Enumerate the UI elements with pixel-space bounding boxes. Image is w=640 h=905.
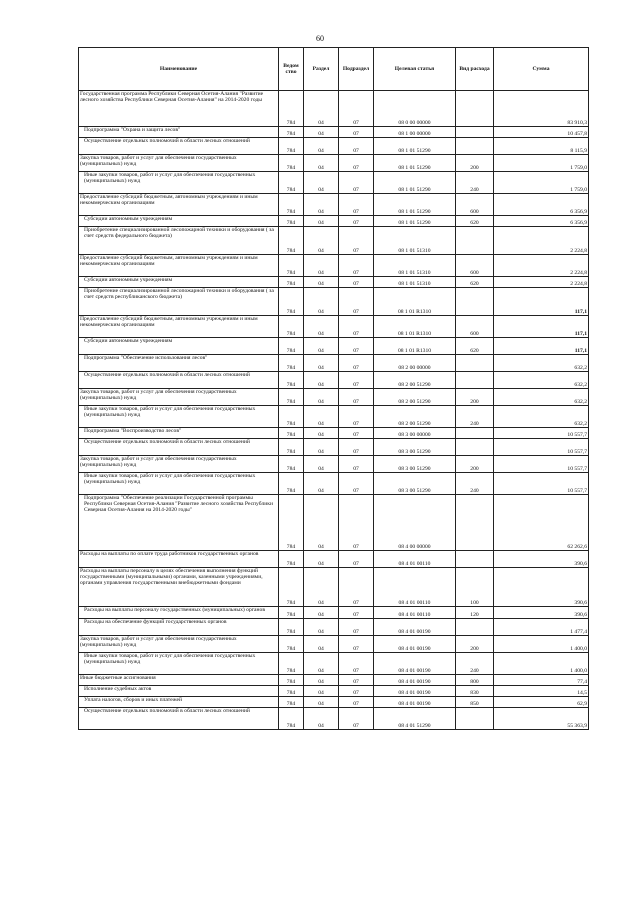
cell-ved: 784 [279,428,304,439]
cell-razdel: 04 [304,456,339,473]
cell-razdel: 04 [304,675,339,686]
cell-ved: 784 [279,653,304,675]
cell-name: Предоставление субсидий бюджетным, автономным учреждениям и иным некоммерческим организациям [79,255,279,277]
table-row [79,495,589,551]
cell-name: Подпрограмма "Обеспечение реализации Государственной программы Республики Северная Осетия-Алания "Развитие лесного хозяйства Республики Северная Осетия-Алания на 2014-2020 годы" [79,495,279,551]
cell-podrazdel: 07 [339,155,374,172]
cell-expense-type: 620 [456,216,494,227]
cell-expense-type: 800 [456,675,494,686]
cell-podrazdel: 07 [339,607,374,619]
cell-podrazdel: 07 [339,138,374,155]
cell-expense-type [456,372,494,389]
cell-name: Иные закупки товаров, работ и услуг для обеспечения государственных (муниципальных) нужд [79,653,279,675]
cell-razdel: 04 [304,355,339,372]
cell-sum: 8 115,9 [494,138,589,155]
cell-ved: 784 [279,216,304,227]
cell-razdel: 04 [304,406,339,428]
cell-name: Субсидии автономным учреждениям [79,216,279,227]
cell-ved: 784 [279,389,304,406]
cell-podrazdel: 07 [339,316,374,338]
cell-podrazdel: 07 [339,551,374,568]
cell-expense-type: 830 [456,686,494,697]
cell-target: 08 1 01 R1310 [374,288,456,316]
cell-sum: 10 557,7 [494,428,589,439]
cell-podrazdel: 07 [339,355,374,372]
cell-sum: 2 224,8 [494,227,589,255]
table-row [79,439,589,456]
cell-sum: 390,6 [494,607,589,619]
cell-ved: 784 [279,439,304,456]
cell-target: 08 4 01 00190 [374,675,456,686]
cell-expense-type [456,708,494,730]
cell-ved: 784 [279,155,304,172]
cell-ved: 784 [279,406,304,428]
table-row [79,636,589,653]
cell-sum: 117,1 [494,316,589,338]
cell-sum: 632,2 [494,355,589,372]
cell-podrazdel: 07 [339,686,374,697]
cell-name: Осуществление отдельных полномочий в области лесных отношений [79,439,279,456]
table-row [79,194,589,216]
cell-ved: 784 [279,194,304,216]
cell-razdel: 04 [304,172,339,194]
cell-podrazdel: 07 [339,495,374,551]
cell-target: 08 1 01 51310 [374,277,456,288]
cell-name: Расходы на выплаты персоналу государственных (муниципальных) органов [79,607,279,619]
cell-expense-type: 620 [456,277,494,288]
cell-razdel: 04 [304,653,339,675]
table-row [79,138,589,155]
cell-expense-type: 600 [456,255,494,277]
header-name: Наименование [79,48,279,91]
cell-expense-type: 240 [456,172,494,194]
cell-ved: 784 [279,288,304,316]
cell-razdel: 04 [304,697,339,708]
cell-sum: 2 224,8 [494,277,589,288]
header-expense-type: Вид расхода [456,48,494,91]
table-row [79,127,589,138]
header-razdel: Раздел [304,48,339,91]
cell-podrazdel: 07 [339,653,374,675]
table-row [79,338,589,355]
table-row [79,551,589,568]
table-row [79,473,589,495]
header-podrazdel: Подраздел [339,48,374,91]
cell-expense-type: 240 [456,653,494,675]
cell-expense-type: 100 [456,568,494,607]
cell-razdel: 04 [304,227,339,255]
cell-target: 08 4 00 00000 [374,495,456,551]
cell-expense-type: 850 [456,697,494,708]
cell-target: 08 1 01 51290 [374,138,456,155]
table-row [79,155,589,172]
cell-expense-type: 200 [456,636,494,653]
cell-sum: 14,5 [494,686,589,697]
table-row [79,568,589,607]
cell-ved: 784 [279,675,304,686]
cell-podrazdel: 07 [339,389,374,406]
cell-ved: 784 [279,227,304,255]
cell-expense-type [456,551,494,568]
cell-target: 08 3 00 51290 [374,439,456,456]
cell-sum: 1 759,0 [494,172,589,194]
cell-name: Иные закупки товаров, работ и услуг для обеспечения государственных (муниципальных) нужд [79,172,279,194]
cell-sum: 55 363,9 [494,708,589,730]
cell-sum: 1 400,0 [494,636,589,653]
header-sum: Сумма [494,48,589,91]
cell-ved: 784 [279,127,304,138]
table-row [79,172,589,194]
cell-razdel: 04 [304,127,339,138]
cell-sum: 10 557,7 [494,473,589,495]
cell-target: 08 4 01 00110 [374,607,456,619]
cell-expense-type: 600 [456,316,494,338]
cell-sum: 10 457,8 [494,127,589,138]
table-row [79,255,589,277]
cell-razdel: 04 [304,338,339,355]
cell-razdel: 04 [304,708,339,730]
cell-name: Осуществление отдельных полномочий в области лесных отношений [79,138,279,155]
cell-target: 08 1 01 51290 [374,155,456,172]
cell-expense-type [456,495,494,551]
cell-ved: 784 [279,338,304,355]
cell-target: 08 1 01 R1310 [374,316,456,338]
cell-razdel: 04 [304,428,339,439]
table-row [79,277,589,288]
table-row [79,355,589,372]
cell-name: Государственная программа Республики Северная Осетия-Алания "Развитие лесного хозяйства Республики Северная Осетия-Алания" на 2014-2020 годы [79,91,279,127]
cell-razdel: 04 [304,194,339,216]
cell-target: 08 4 01 00190 [374,697,456,708]
cell-ved: 784 [279,355,304,372]
cell-name: Иные закупки товаров, работ и услуг для обеспечения государственных (муниципальных) нужд [79,473,279,495]
cell-podrazdel: 07 [339,708,374,730]
cell-target: 08 4 01 00110 [374,551,456,568]
table-row [79,406,589,428]
cell-razdel: 04 [304,91,339,127]
table-row [79,428,589,439]
cell-target: 08 4 01 00190 [374,619,456,636]
table-row [79,607,589,619]
cell-name: Расходы на выплаты персоналу в целях обеспечения выполнения функций государственными (муниципальными) органами, казенными учреждениями, органами управления государственными внебюджетными фондами [79,568,279,607]
cell-expense-type: 240 [456,473,494,495]
cell-expense-type [456,428,494,439]
cell-razdel: 04 [304,155,339,172]
cell-target: 08 1 01 51310 [374,227,456,255]
table-row [79,675,589,686]
cell-podrazdel: 07 [339,288,374,316]
cell-ved: 784 [279,473,304,495]
cell-target: 08 4 01 00190 [374,653,456,675]
cell-ved: 784 [279,372,304,389]
cell-podrazdel: 07 [339,172,374,194]
cell-target: 08 2 00 51290 [374,372,456,389]
budget-table [78,47,589,730]
cell-target: 08 2 00 00000 [374,355,456,372]
cell-sum: 62 262,6 [494,495,589,551]
cell-target: 08 3 00 51290 [374,456,456,473]
cell-razdel: 04 [304,473,339,495]
table-row [79,227,589,255]
cell-sum: 2 224,8 [494,255,589,277]
cell-razdel: 04 [304,288,339,316]
cell-razdel: 04 [304,216,339,227]
cell-ved: 784 [279,619,304,636]
cell-name: Иные закупки товаров, работ и услуг для обеспечения государственных (муниципальных) нужд [79,406,279,428]
cell-expense-type: 200 [456,155,494,172]
cell-podrazdel: 07 [339,636,374,653]
table-row [79,708,589,730]
cell-podrazdel: 07 [339,428,374,439]
cell-target: 08 1 01 51290 [374,216,456,227]
table-row [79,619,589,636]
cell-podrazdel: 07 [339,127,374,138]
cell-sum: 83 910,3 [494,91,589,127]
cell-razdel: 04 [304,495,339,551]
cell-razdel: 04 [304,277,339,288]
cell-sum: 77,4 [494,675,589,686]
cell-expense-type [456,619,494,636]
cell-podrazdel: 07 [339,338,374,355]
cell-name: Приобретение специализированной лесопожарной техники и оборудования ( за счет средств федерального бюджета) [79,227,279,255]
cell-target: 08 4 01 00190 [374,686,456,697]
cell-target: 08 1 01 51290 [374,194,456,216]
cell-razdel: 04 [304,607,339,619]
cell-target: 08 0 00 00000 [374,91,456,127]
cell-podrazdel: 07 [339,675,374,686]
cell-ved: 784 [279,172,304,194]
cell-target: 08 3 00 51290 [374,473,456,495]
table-row [79,216,589,227]
cell-expense-type: 240 [456,406,494,428]
cell-name: Расходы на выплаты по оплате труда работников государственных органов [79,551,279,568]
cell-ved: 784 [279,686,304,697]
cell-name: Расходы на обеспечение функций государственных органов [79,619,279,636]
header-row [79,48,589,91]
cell-ved: 784 [279,551,304,568]
cell-podrazdel: 07 [339,439,374,456]
table-row [79,389,589,406]
cell-expense-type: 120 [456,607,494,619]
cell-target: 08 4 01 00190 [374,636,456,653]
cell-expense-type [456,355,494,372]
cell-name: Субсидии автономным учреждениям [79,338,279,355]
cell-podrazdel: 07 [339,372,374,389]
header-ved: Ведом ство [279,48,304,91]
cell-expense-type [456,439,494,456]
cell-name: Осуществление отдельных полномочий в области лесных отношений [79,372,279,389]
cell-podrazdel: 07 [339,194,374,216]
cell-name: Осуществление отдельных полномочий в области лесных отношений [79,708,279,730]
cell-podrazdel: 07 [339,619,374,636]
table-row [79,288,589,316]
cell-sum: 62,9 [494,697,589,708]
cell-sum: 1 400,0 [494,653,589,675]
cell-sum: 1 759,0 [494,155,589,172]
cell-target: 08 1 01 R1310 [374,338,456,355]
cell-expense-type [456,138,494,155]
cell-expense-type: 200 [456,456,494,473]
cell-name: Подпрограмма "Охрана и защита лесов" [79,127,279,138]
cell-ved: 784 [279,456,304,473]
cell-sum: 10 557,7 [494,456,589,473]
cell-ved: 784 [279,277,304,288]
cell-ved: 784 [279,255,304,277]
table-row [79,91,589,127]
cell-podrazdel: 07 [339,456,374,473]
cell-ved: 784 [279,91,304,127]
cell-sum: 632,2 [494,406,589,428]
table-row [79,372,589,389]
cell-podrazdel: 07 [339,255,374,277]
cell-expense-type [456,91,494,127]
cell-sum: 632,2 [494,389,589,406]
table-row [79,653,589,675]
cell-razdel: 04 [304,551,339,568]
cell-sum: 117,1 [494,288,589,316]
cell-sum: 632,2 [494,372,589,389]
cell-name: Закупка товаров, работ и услуг для обеспечения государственных (муниципальных) нужд [79,389,279,406]
cell-name: Субсидии автономным учреждениям [79,277,279,288]
cell-podrazdel: 07 [339,216,374,227]
cell-razdel: 04 [304,389,339,406]
cell-razdel: 04 [304,138,339,155]
cell-podrazdel: 07 [339,473,374,495]
cell-expense-type [456,127,494,138]
cell-name: Закупка товаров, работ и услуг для обеспечения государственных (муниципальных) нужд [79,636,279,653]
table-row [79,697,589,708]
cell-target: 08 4 01 51290 [374,708,456,730]
table-row [79,686,589,697]
cell-target: 08 3 00 00000 [374,428,456,439]
cell-sum: 390,6 [494,551,589,568]
cell-name: Предоставление субсидий бюджетным, автономным учреждениям и иным некоммерческим организациям [79,316,279,338]
cell-razdel: 04 [304,439,339,456]
cell-razdel: 04 [304,636,339,653]
cell-expense-type: 200 [456,389,494,406]
cell-podrazdel: 07 [339,227,374,255]
cell-podrazdel: 07 [339,277,374,288]
header-target: Целевая статья [374,48,456,91]
cell-sum: 1 477,4 [494,619,589,636]
cell-target: 08 2 00 51290 [374,389,456,406]
cell-podrazdel: 07 [339,697,374,708]
cell-podrazdel: 07 [339,406,374,428]
cell-name: Закупка товаров, работ и услуг для обеспечения государственных (муниципальных) нужд [79,155,279,172]
cell-podrazdel: 07 [339,568,374,607]
cell-razdel: 04 [304,255,339,277]
cell-target: 08 1 01 51310 [374,255,456,277]
cell-target: 08 2 00 51290 [374,406,456,428]
cell-name: Подпрограмма "Обеспечение использования лесов" [79,355,279,372]
cell-expense-type: 620 [456,338,494,355]
cell-ved: 784 [279,697,304,708]
cell-ved: 784 [279,568,304,607]
cell-razdel: 04 [304,372,339,389]
cell-sum: 6 356,9 [494,216,589,227]
table-row [79,316,589,338]
cell-target: 08 1 01 51290 [374,172,456,194]
cell-target: 08 1 00 00000 [374,127,456,138]
cell-ved: 784 [279,636,304,653]
cell-expense-type [456,288,494,316]
cell-razdel: 04 [304,619,339,636]
cell-sum: 10 557,7 [494,439,589,456]
cell-sum: 6 356,9 [494,194,589,216]
cell-name: Закупка товаров, работ и услуг для обеспечения государственных (муниципальных) нужд [79,456,279,473]
page-number: 60 [316,34,324,43]
cell-sum: 390,6 [494,568,589,607]
cell-podrazdel: 07 [339,91,374,127]
cell-razdel: 04 [304,568,339,607]
cell-ved: 784 [279,138,304,155]
cell-razdel: 04 [304,316,339,338]
cell-name: Подпрограмма "Воспроизводство лесов" [79,428,279,439]
cell-sum: 117,1 [494,338,589,355]
cell-razdel: 04 [304,686,339,697]
cell-name: Приобретение специализированной лесопожарной техники и оборудования ( за счет средств республиканского бюджета) [79,288,279,316]
cell-ved: 784 [279,607,304,619]
cell-name: Исполнение судебных актов [79,686,279,697]
cell-name: Уплата налогов, сборов и иных платежей [79,697,279,708]
cell-expense-type [456,227,494,255]
cell-name: Предоставление субсидий бюджетным, автономным учреждениям и иным некоммерческим организациям [79,194,279,216]
cell-ved: 784 [279,708,304,730]
cell-name: Иные бюджетные ассигнования [79,675,279,686]
table-row [79,456,589,473]
cell-target: 08 4 01 00110 [374,568,456,607]
cell-ved: 784 [279,316,304,338]
cell-ved: 784 [279,495,304,551]
cell-expense-type: 600 [456,194,494,216]
